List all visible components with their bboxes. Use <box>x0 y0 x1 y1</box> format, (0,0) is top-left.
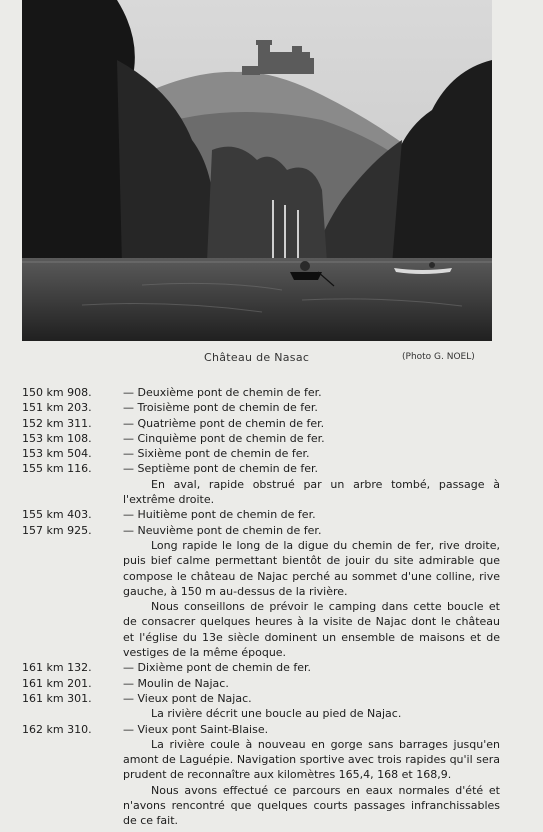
list-item <box>22 461 500 476</box>
list-item <box>22 523 500 538</box>
list-item <box>22 416 500 431</box>
paragraph: Nous avons effectué ce parcours en eaux normales d'été et n'avons rencontré que quelques courts passages infranchissables de ce fait. <box>123 783 500 828</box>
entry-text: — Sixième pont de chemin de fer. <box>123 447 310 461</box>
itinerary-list <box>22 385 500 829</box>
list-item <box>22 385 500 400</box>
entry-text: — Cinquième pont de chemin de fer. <box>123 431 325 445</box>
paragraph: Long rapide le long de la digue du chemin de fer, rive droite, puis bief calme permettant bientôt de jouir du site admirable que compose le château de Najac perché au sommet d'une colline, rive gauche, à 150 m au-dessus de la rivière. <box>123 538 500 598</box>
entry-text: — Quatrième pont de chemin de fer. <box>123 416 325 430</box>
entry-text: — Troisième pont de chemin de fer. <box>123 401 318 415</box>
list-item <box>22 431 500 446</box>
kilometer-mark: 153 km 108. <box>22 431 92 445</box>
list-item <box>22 446 500 461</box>
entry-text: — Vieux pont de Najac. <box>123 691 252 705</box>
photo-caption: Château de Nasac <box>204 351 310 364</box>
entry-text: — Septième pont de chemin de fer. <box>123 462 319 476</box>
list-item <box>22 722 500 737</box>
kilometer-mark: 155 km 403. <box>22 508 92 522</box>
kilometer-mark: 157 km 925. <box>22 523 92 537</box>
kilometer-mark: 161 km 301. <box>22 691 92 705</box>
kilometer-mark: 150 km 908. <box>22 386 92 399</box>
entry-text: — Moulin de Najac. <box>123 676 229 690</box>
entry-text: — Huitième pont de chemin de fer. <box>123 508 316 522</box>
entry-text: — Neuvième pont de chemin de fer. <box>123 523 322 537</box>
entry-text: — Dixième pont de chemin de fer. <box>123 661 311 675</box>
kilometer-mark: 151 km 203. <box>22 401 92 415</box>
entry-text: — Deuxième pont de chemin de fer. <box>123 386 322 399</box>
entry-text: — Vieux pont Saint-Blaise. <box>123 722 269 736</box>
list-item <box>22 676 500 691</box>
list-item <box>22 507 500 522</box>
paragraph: La rivière décrit une boucle au pied de Najac. <box>151 707 402 721</box>
kilometer-mark: 152 km 311. <box>22 416 92 430</box>
list-item <box>22 660 500 675</box>
list-item <box>22 400 500 415</box>
kilometer-mark: 161 km 201. <box>22 676 92 690</box>
paragraph: Nous conseillons de prévoir le camping dans cette boucle et de consacrer quelques heures à la visite de Najac dont le château et l'église du 13e siècle dominent un ensemble de maisons et de vestiges de la même époque. <box>123 600 500 660</box>
list-item <box>22 691 500 706</box>
kilometer-mark: 162 km 310. <box>22 722 92 736</box>
kilometer-mark: 161 km 132. <box>22 661 92 675</box>
chateau-photo <box>22 0 492 341</box>
photo-credit: (Photo G. NOEL) <box>402 352 475 362</box>
paragraph: La rivière coule à nouveau en gorge sans barrages jusqu'en amont de Laguépie. Navigation sportive avec trois rapides qu'il sera prudent de reconnaître aux kilomètres 165,4, 168 et 168,9. <box>123 737 500 782</box>
kilometer-mark: 153 km 504. <box>22 447 92 461</box>
paragraph: En aval, rapide obstrué par un arbre tombé, passage à l'extrême droite. <box>123 477 500 507</box>
kilometer-mark: 155 km 116. <box>22 462 92 476</box>
